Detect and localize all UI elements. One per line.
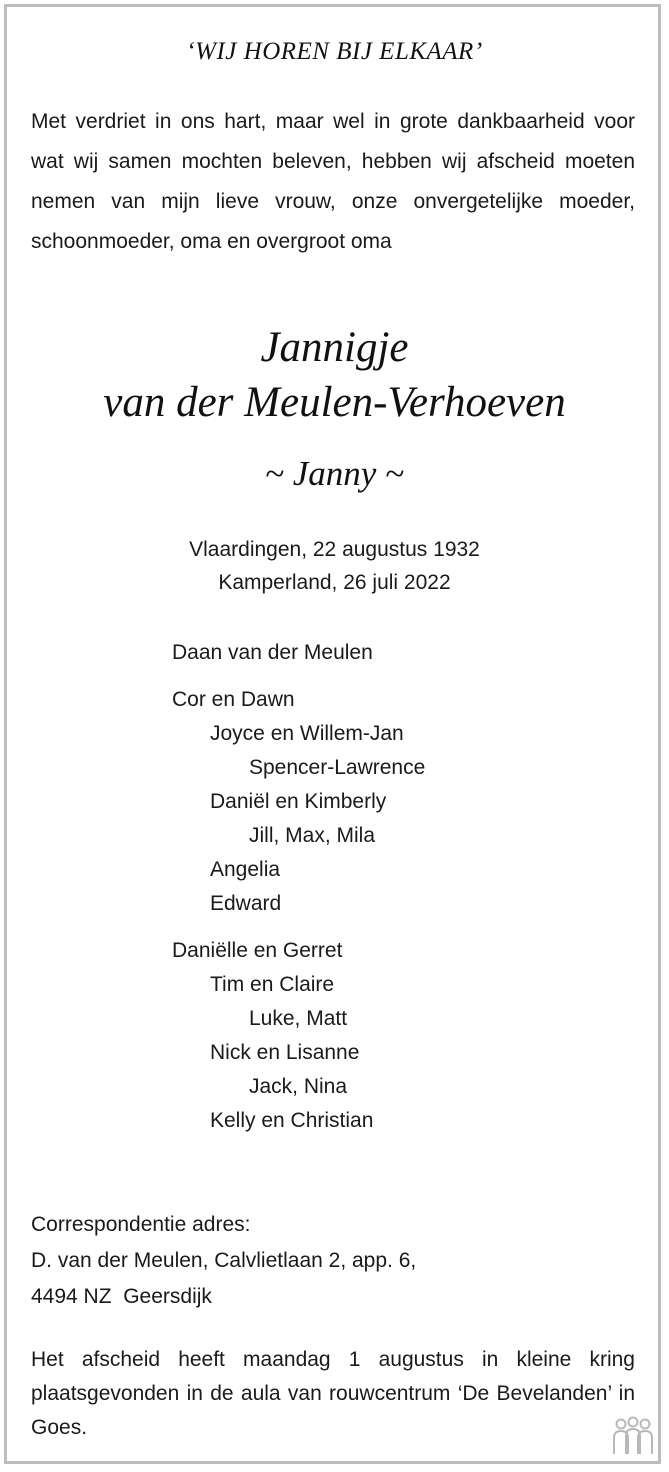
birth-line: Vlaardingen, 22 augustus 1932 (189, 538, 480, 561)
family-member: Daniël en Kimberly (210, 790, 387, 813)
family-member: Edward (210, 892, 282, 915)
farewell-text: Het afscheid heeft maandag 1 augustus in kleine kring plaatsgevonden in de aula van rouwcentrum ‘De Bevelanden’ in Goes. (31, 1348, 635, 1439)
correspondence-address: D. van der Meulen, Calvlietlaan 2, app. 6, (31, 1249, 417, 1272)
family-member: Daniëlle en Gerret (172, 939, 343, 962)
motto: ‘WIJ HOREN BIJ ELKAAR’ (186, 38, 483, 65)
family-member: Angelia (210, 858, 281, 881)
family-member: Joyce en Willem-Jan (210, 722, 404, 745)
family-member: Jill, Max, Mila (249, 824, 376, 847)
intro-text: Met verdriet in ons hart, maar wel in grote dankbaarheid voor wat wij samen mochten beleven, hebben wij afscheid moeten nemen van mijn lieve vrouw, onze onvergetelijke moeder, schoonmoeder, oma en overgroot oma (31, 110, 635, 253)
family-member: Jack, Nina (249, 1075, 348, 1098)
correspondence-label: Correspondentie adres: (31, 1213, 251, 1236)
death-line: Kamperland, 26 juli 2022 (218, 571, 451, 594)
family-member: Luke, Matt (249, 1007, 348, 1030)
family-member: Kelly en Christian (210, 1109, 374, 1132)
family-member: Cor en Dawn (172, 688, 295, 711)
family-member: Nick en Lisanne (210, 1041, 360, 1064)
deceased-surname: van der Meulen-Verhoeven (103, 379, 566, 426)
family-member: Daan van der Meulen (172, 641, 373, 664)
deceased-first-name: Jannigje (260, 324, 409, 371)
correspondence-block (31, 1207, 635, 1315)
deceased-nickname: ~ Janny ~ (265, 454, 404, 493)
family-member: Tim en Claire (210, 973, 335, 996)
correspondence-postal: 4494 NZ Geersdijk (31, 1285, 212, 1308)
family-member: Spencer-Lawrence (249, 756, 426, 779)
people-group-icon (609, 1416, 657, 1456)
